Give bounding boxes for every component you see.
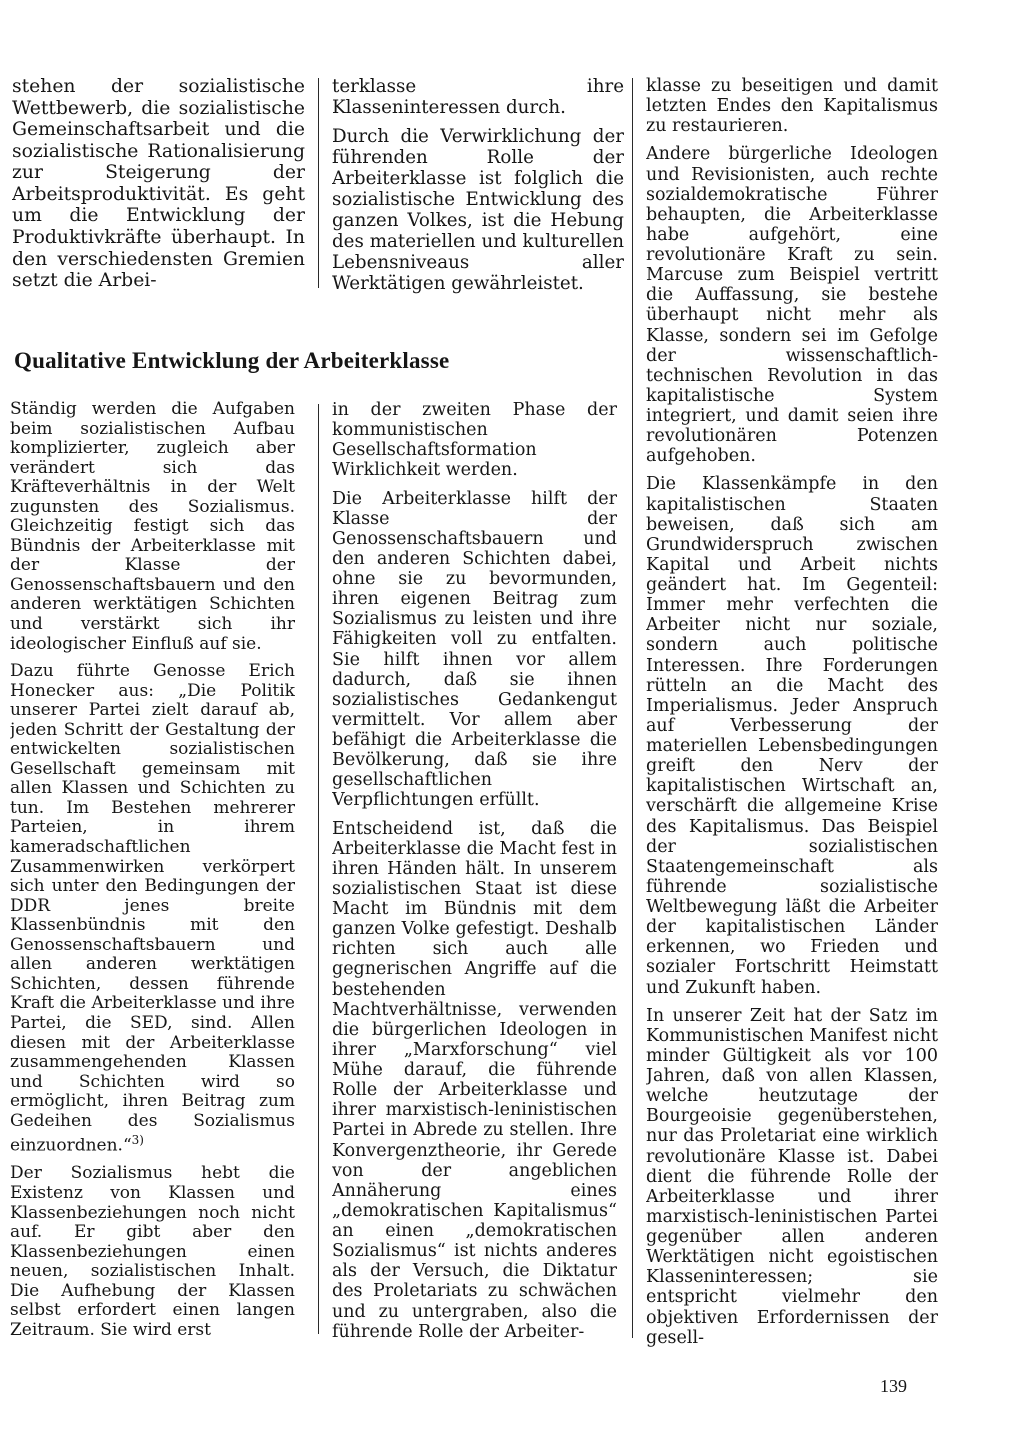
paragraph: terklasse ihre Klasseninteressen durch. — [332, 76, 624, 118]
paragraph: In unserer Zeit hat der Satz im Kommunistischen Manifest nicht minder Gültigkeit als vor 100 Jahren, daß von allen Klassen, welche heutzutage der Bourgeoisie gegenüberstehen, nur das Proletariat eine wirklich revolutionäre Klasse ist. Dabei dient die führende Rolle der Arbeiterklasse und ihrer marxistisch-leninistischen Partei gegenüber allen anderen Werktätigen nicht egoistischen Klasseninteressen; sie entspricht vielmehr den objektiven Erfordernissen der gesell- — [646, 1005, 938, 1348]
column-rule — [318, 78, 319, 288]
column-1 — [10, 400, 295, 1345]
top-middle-column — [332, 76, 624, 296]
section-heading: Qualitative Entwicklung der Arbeiterklasse — [14, 348, 450, 373]
paragraph: Die Klassenkämpfe in den kapitalistischen Staaten beweisen, daß sich am Grundwiderspruch zwischen Kapital und Arbeit nichts geändert hat. Im Gegenteil: Immer mehr verfechten die Arbeiter nicht nur soziale, sondern auch politische Interessen. Ihre Forderungen rütteln an die Macht des Imperialismus. Jeder Anspruch auf Verbesserung der materiellen Lebensbedingungen greift den Nerv der kapitalistischen Wirtschaft an, verschärft die allgemeine Krise des Kapitalismus. Das Beispiel der sozialistischen Staatengemeinschaft als führende sozialistische Weltbewegung läßt die Arbeiter der kapitalistischen Länder erkennen, wo Frieden und sozialer Fortschritt Heimstatt und Zukunft haben. — [646, 474, 938, 998]
paragraph: Der Sozialismus hebt die Existenz von Klassen und Klassenbeziehungen noch nicht auf. Er gibt aber den Klassenbeziehungen einen neuen, sozialistischen Inhalt. Die Aufhebung der Klassen selbst erfordert einen langen Zeitraum. Sie wird erst — [10, 1163, 295, 1340]
paragraph: klasse zu beseitigen und damit letzten Endes den Kapitalismus zu restaurieren. — [646, 76, 938, 137]
paragraph: Ständig werden die Aufgaben beim sozialistischen Aufbau komplizierter, zugleich aber verändert sich das Kräfteverhältnis in der Welt zugunsten des Sozialismus. Gleichzeitig festigt sich das Bündnis der Arbeiterklasse mit der Klasse der Genossenschaftsbauern und den anderen werktätigen Schichten und verstärkt sich ihr ideologischer Einfluß auf sie. — [10, 400, 295, 654]
paragraph: in der zweiten Phase der kommunistischen Gesellschaftsformation Wirklichkeit werden. — [332, 400, 617, 481]
paragraph: Andere bürgerliche Ideologen und Revisionisten, auch rechte sozialdemokratische Führer behaupten, die Arbeiterklasse habe aufgehört, eine revolutionäre Kraft zu sein. Marcuse zum Beispiel vertritt die Auffassung, sie bestehe überhaupt nicht mehr als Klasse, sondern sei im Gefolge der wissenschaftlich-technischen Revolution in das kapitalistische System integriert, und damit seien ihre revolutionären Potenzen aufgehoben. — [646, 144, 938, 467]
footnote-ref: 3) — [131, 1133, 144, 1148]
page-number: 139 — [880, 1376, 907, 1396]
paragraph: Entscheidend ist, daß die Arbeiterklasse die Macht fest in ihren Händen hält. In unserem sozialistischen Staat ist diese Macht im Bündnis mit dem ganzen Volke gefestigt. Deshalb richten sich auch alle gegnerischen Angriffe auf die bestehenden Machtverhältnisse, verwenden die bürgerlichen Ideologen in ihrer „Marxforschung“ viel Mühe darauf, die führende Rolle der Arbeiterklasse und ihrer marxistisch-leninistischen Partei in Abrede zu stellen. Ihre Konvergenztheorie, ihr Gerede von der angeblichen Annäherung eines „demokratischen Kapitalismus“ an einen „demokratischen Sozialismus“ ist nichts anderes als der Versuch, die Diktatur des Proletariats zu schwächen und zu untergraben, also die führende Rolle der Arbeiter- — [332, 818, 617, 1342]
quote-paragraph — [10, 662, 295, 1156]
quote-text: Dazu führte Genosse Erich Honecker aus: „Die Politik unserer Partei zielt darauf ab, jeden Schritt der Gestaltung der entwickelten sozialistischen Gesellschaft gemeinsam mit allen Klassen und Schichten zu tun. Im Bestehen mehrerer Parteien, in ihrem kameradschaftlichen Zusammenwirken verkörpert sich unter den Bedingungen der DDR jenes breite Klassenbündnis mit den Genossenschaftsbauern und allen anderen werktätigen Schichten, dessen führende Kraft die Arbeiterklasse und ihre Partei, die SED, sind. Allen diesen mit der Arbeiterklasse zusammengehenden Klassen und Schichten wird so ermöglicht, ihren Beitrag zum Gedeihen des Sozialismus einzuordnen.“ — [10, 661, 295, 1156]
column-rule — [318, 404, 319, 1334]
column-rule — [632, 78, 633, 1338]
column-3 — [646, 76, 938, 1348]
paragraph: stehen der sozialistische Wettbewerb, die sozialistische Gemeinschaftsarbeit und die sozialistische Rationalisierung zur Steigerung der Arbeitsproduktivität. Es geht um die Entwicklung der Produktivkräfte überhaupt. In den verschiedensten Gremien setzt die Arbei- — [12, 76, 305, 292]
column-2 — [332, 400, 617, 1345]
paragraph: Durch die Verwirklichung der führenden Rolle der Arbeiterklasse ist folglich die sozialistische Entwicklung des ganzen Volkes, ist die Hebung des materiellen und kulturellen Lebensniveaus aller Werktätigen gewährleistet. — [332, 125, 624, 294]
paragraph: Die Arbeiterklasse hilft der Klasse der Genossenschaftsbauern und den anderen Schichten dabei, ohne sie zu bevormunden, ihren eigenen Beitrag zum Sozialismus zu leisten und ihre Fähigkeiten voll zu entfalten. Sie hilft ihnen vor allem dadurch, daß sie ihnen sozialistisches Gedankengut vermittelt. Vor allem aber befähigt die Arbeiterklasse die Bevölkerung, daß sie ihre gesellschaftlichen Verpflichtungen erfüllt. — [332, 488, 617, 811]
top-left-column — [12, 76, 305, 296]
